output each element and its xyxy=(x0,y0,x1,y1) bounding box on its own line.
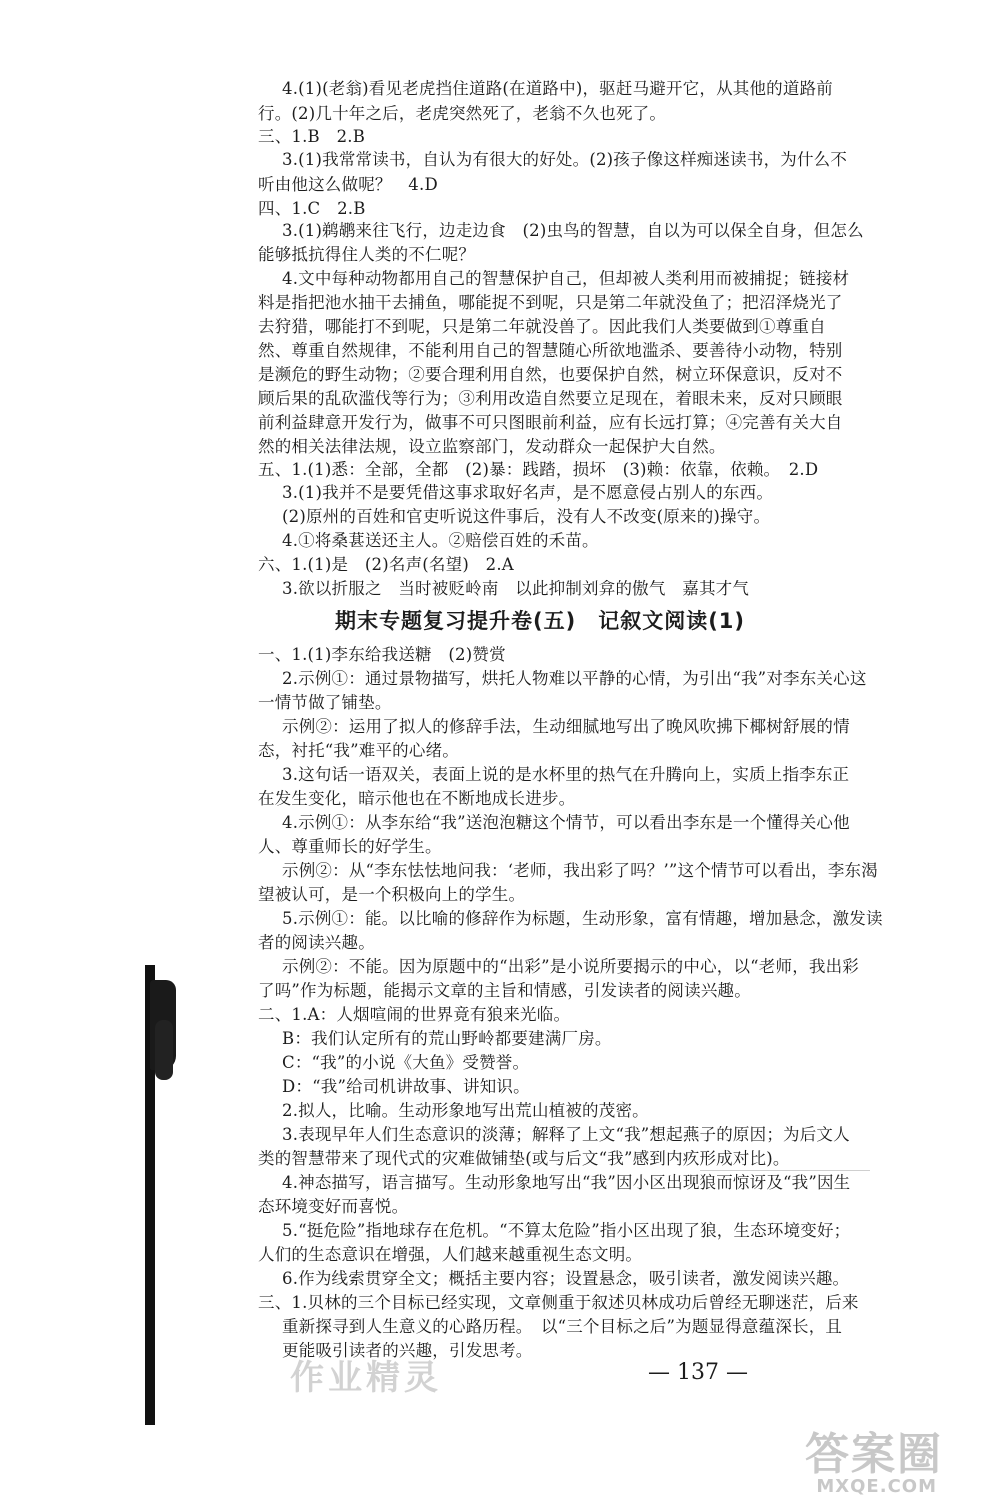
site-watermark xyxy=(805,1418,943,1497)
answer-line: 更能吸引读者的兴趣，引发思考。 xyxy=(282,1341,533,1360)
answer-line: 人、尊重师长的好学生。 xyxy=(258,837,442,856)
section-title: 期末专题复习提升卷(五) 记叙文阅读(1) xyxy=(335,609,746,633)
answer-line: 前利益肆意开发行为，做事不可只图眼前利益，应有长远打算；④完善有关大自 xyxy=(258,413,843,432)
answer-line: 示例②：从“李东怯怯地问我：‘老师，我出彩了吗？’”这个情节可以看出，李东渴 xyxy=(282,861,878,880)
answer-line: 4.神态描写，语言描写。生动形象地写出“我”因小区出现狼而惊讶及“我”因生 xyxy=(282,1173,851,1192)
answer-line: 人们的生态意识在增强，人们越来越重视生态文明。 xyxy=(258,1245,643,1264)
answer-line: 在发生变化，暗示他也在不断地成长进步。 xyxy=(258,789,576,808)
answer-line: 3.这句话一语双关，表面上说的是水杯里的热气在升腾向上，实质上指李东正 xyxy=(282,765,850,784)
answer-line: 望被认可，是一个积极向上的学生。 xyxy=(258,885,526,904)
answer-line: 三、1.B 2.B xyxy=(258,127,366,146)
answer-line: 了吗”作为标题，能揭示文章的主旨和情感，引发读者的阅读兴趣。 xyxy=(258,981,751,1000)
answer-line: 料是指把池水抽干去捕鱼，哪能捉不到呢，只是第二年就没鱼了；把沼泽烧光了 xyxy=(258,293,843,312)
answer-line: 六、1.(1)是 (2)名声(名望) 2.A xyxy=(258,555,514,574)
answer-line: 顾后果的乱砍滥伐等行为；③利用改造自然要立足现在，着眼未来，反对只顾眼 xyxy=(258,389,843,408)
answer-line: C：“我”的小说《大鱼》受赞誉。 xyxy=(282,1053,530,1072)
answer-line: 5.“挺危险”指地球存在危机。“不算太危险”指小区出现了狼，生态环境变好； xyxy=(282,1221,851,1240)
answer-line: 然的相关法律法规，设立监察部门，发动群众一起保护大自然。 xyxy=(258,437,726,456)
answer-line: 听由他这么做呢？ 4.D xyxy=(258,175,438,194)
answer-line: 4.(1)(老翁)看见老虎挡住道路(在道路中)，驱赶马避开它，从其他的道路前 xyxy=(282,79,833,98)
answer-line: 二、1.A：人烟喧闹的世界竟有狼来光临。 xyxy=(258,1005,571,1024)
answer-line: 能够抵抗得住人类的不仁呢？ xyxy=(258,245,476,264)
answer-line: 5.示例①：能。以比喻的修辞作为标题，生动形象，富有情趣，增加悬念，激发读 xyxy=(282,909,883,928)
faint-stamp-text: 作业精灵 xyxy=(290,1358,442,1398)
answer-line: 态，衬托“我”难平的心绪。 xyxy=(258,741,459,760)
answer-line: 然、尊重自然规律，不能利用自己的智慧随心所欲地滥杀、要善待小动物，特别 xyxy=(258,341,843,360)
answer-line: 三、1.贝林的三个目标已经实现，文章侧重于叙述贝林成功后曾经无聊迷茫，后来 xyxy=(258,1293,859,1312)
answer-line: 3.(1)我并不是要凭借这事求取好名声，是不愿意侵占别人的东西。 xyxy=(282,483,774,502)
answer-line: 是濒危的野生动物；②要合理利用自然，也要保护自然，树立环保意识，反对不 xyxy=(258,365,843,384)
answer-line: 2.示例①：通过景物描写，烘托人物难以平静的心情，为引出“我”对李东关心这 xyxy=(282,669,867,688)
answer-line: (2)原州的百姓和官吏听说这件事后，没有人不改变(原来的)操守。 xyxy=(282,507,771,526)
answer-line: 4.示例①：从李东给“我”送泡泡糖这个情节，可以看出李东是一个懂得关心他 xyxy=(282,813,850,832)
answer-line: 3.表现早年人们生态意识的淡薄；解释了上文“我”想起燕子的原因；为后文人 xyxy=(282,1125,850,1144)
page-number: — 137 — xyxy=(648,1360,748,1385)
answer-line: 类的智慧带来了现代式的灾难做铺垫(或与后文“我”感到内疚形成对比)。 xyxy=(258,1149,790,1168)
answer-line: 3.(1)我常常读书，自认为有很大的好处。(2)孩子像这样痴迷读书，为什么不 xyxy=(282,150,848,169)
answer-line: 3.(1)鹈鹕来往飞行，边走边食 (2)虫鸟的智慧，自以为可以保全自身，但怎么 xyxy=(282,221,864,240)
answer-line: D：“我”给司机讲故事、讲知识。 xyxy=(282,1077,530,1096)
answer-line: 一情节做了铺垫。 xyxy=(258,693,392,712)
watermark-logo-text: 答案圈 xyxy=(805,1429,943,1480)
answer-line: 重新探寻到人生意义的心路历程。 以“三个目标之后”为题显得意蕴深长，且 xyxy=(282,1317,843,1336)
answer-line: 者的阅读兴趣。 xyxy=(258,933,375,952)
scan-stray-line xyxy=(700,1170,870,1171)
answer-line: 4.文中每种动物都用自己的智慧保护自己，但却被人类利用而被捕捉；链接材 xyxy=(282,269,850,288)
answer-line: 示例②：不能。因为原题中的“出彩”是小说所要揭示的中心，以“老师，我出彩 xyxy=(282,957,860,976)
answer-line: 态环境变好而喜悦。 xyxy=(258,1197,409,1216)
answer-line: 去狩猎，哪能打不到呢，只是第二年就没兽了。因此我们人类要做到①尊重自 xyxy=(258,317,826,336)
scan-ink-blot-inner xyxy=(155,1020,173,1080)
answer-line: 4.①将桑葚送还主人。②赔偿百姓的禾苗。 xyxy=(282,531,599,550)
watermark-url: MXQE.COM xyxy=(816,1476,937,1497)
answer-line: 示例②：运用了拟人的修辞手法，生动细腻地写出了晚风吹拂下椰树舒展的情 xyxy=(282,717,850,736)
answer-line: 五、1.(1)悉：全部，全都 (2)暴：践踏，损坏 (3)赖：依靠，依赖。 2.D xyxy=(258,460,819,479)
answer-line: 3.欲以折服之 当时被贬岭南 以此抑制刘弇的傲气 嘉其才气 xyxy=(282,579,750,598)
answer-line: 一、1.(1)李东给我送糖 (2)赞赏 xyxy=(258,645,506,664)
answer-line: 四、1.C 2.B xyxy=(258,199,366,218)
answer-line: 行。(2)几十年之后，老虎突然死了，老翁不久也死了。 xyxy=(258,104,667,123)
answer-line: 2.拟人，比喻。生动形象地写出荒山植被的茂密。 xyxy=(282,1101,649,1120)
answer-line: B：我们认定所有的荒山野岭都要建满厂房。 xyxy=(282,1029,612,1048)
answer-line: 6.作为线索贯穿全文；概括主要内容；设置悬念，吸引读者，激发阅读兴趣。 xyxy=(282,1269,850,1288)
